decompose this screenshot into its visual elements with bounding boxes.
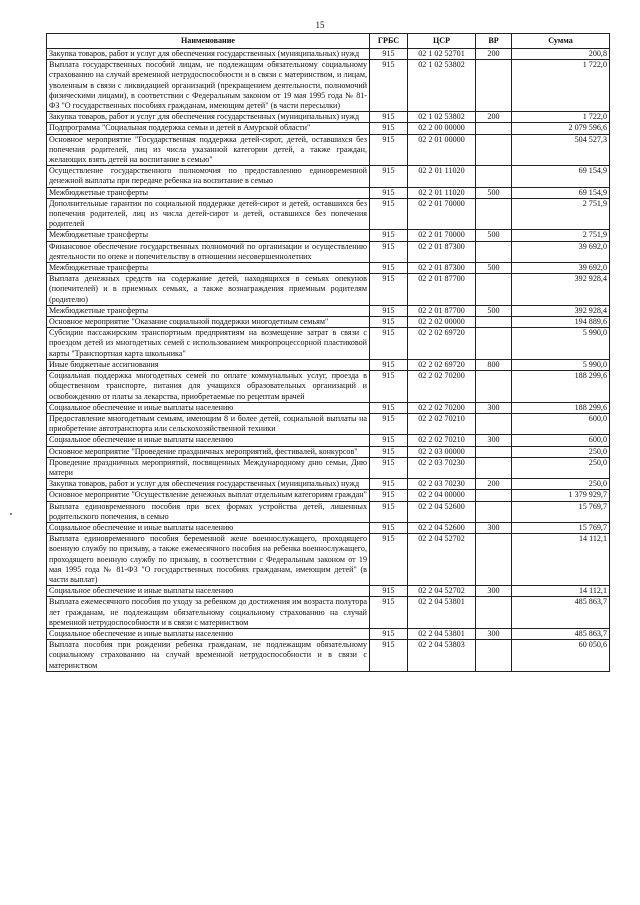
table-row <box>47 446 610 457</box>
cell-sum: 1 379 929,7 <box>512 490 610 501</box>
cell-grbs: 915 <box>370 317 408 328</box>
cell-csr: 02 2 02 70200 <box>408 371 476 403</box>
cell-sum: 600,0 <box>512 435 610 446</box>
scan-dot-mark <box>10 513 12 515</box>
cell-grbs: 915 <box>370 305 408 316</box>
cell-csr: 02 2 01 11020 <box>408 187 476 198</box>
cell-sum: 392 928,4 <box>512 274 610 306</box>
cell-vr: 300 <box>476 435 512 446</box>
cell-name: Выплата государственных пособий лицам, не подлежащим обязательному социальному страхованию на случай временной нетрудоспособности и в связи с материнством, и лицам, уволенным в связи с ликвидацией организаций (прекращением деятельности, полномочий физическими лицами), в соответствии с Федеральным законом от 19 мая 1995 года № 81-ФЗ "О государственных пособиях гражданам, имеющим детей" (в части пересылки) <box>47 60 370 112</box>
cell-name: Социальное обеспечение и иные выплаты населению <box>47 522 370 533</box>
cell-sum: 39 692,0 <box>512 241 610 262</box>
cell-grbs: 915 <box>370 263 408 274</box>
table-row <box>47 435 610 446</box>
cell-name: Основное мероприятие "Осуществление денежных выплат отдельным категориям граждан" <box>47 490 370 501</box>
cell-grbs: 915 <box>370 402 408 413</box>
cell-csr: 02 2 02 70210 <box>408 435 476 446</box>
cell-sum: 200,8 <box>512 49 610 60</box>
cell-csr: 02 1 02 53802 <box>408 60 476 112</box>
table-row <box>47 328 610 360</box>
cell-vr <box>476 274 512 306</box>
cell-name: Проведение праздничных мероприятий, посвященных Международному дню семьи, Дню матери <box>47 457 370 478</box>
cell-csr: 02 2 00 00000 <box>408 123 476 134</box>
cell-csr: 02 2 02 70210 <box>408 413 476 434</box>
cell-vr <box>476 198 512 230</box>
table-row <box>47 359 610 370</box>
cell-csr: 02 2 04 00000 <box>408 490 476 501</box>
table-header-row <box>47 34 610 49</box>
table-row <box>47 112 610 123</box>
cell-name: Осуществление государственного полномочия по предоставлению единовременной денежной выплаты при передаче ребенка на воспитание в семью <box>47 166 370 187</box>
cell-name: Закупка товаров, работ и услуг для обеспечения государственных (муниципальных) нужд <box>47 49 370 60</box>
cell-csr: 02 2 03 70230 <box>408 479 476 490</box>
cell-vr: 200 <box>476 49 512 60</box>
cell-csr: 02 2 04 53803 <box>408 640 476 672</box>
cell-sum: 250,0 <box>512 457 610 478</box>
table-row <box>47 501 610 522</box>
cell-vr <box>476 413 512 434</box>
cell-csr: 02 2 04 53801 <box>408 597 476 629</box>
page-number: 15 <box>315 20 325 30</box>
cell-csr: 02 2 01 87700 <box>408 305 476 316</box>
cell-grbs: 915 <box>370 328 408 360</box>
cell-sum: 485 863,7 <box>512 597 610 629</box>
cell-sum: 1 722,0 <box>512 112 610 123</box>
column-header-csr: ЦСР <box>408 34 476 49</box>
table-row <box>47 457 610 478</box>
cell-sum: 15 769,7 <box>512 522 610 533</box>
cell-name: Закупка товаров, работ и услуг для обеспечения государственных (муниципальных) нужд <box>47 479 370 490</box>
cell-vr: 500 <box>476 263 512 274</box>
cell-sum: 39 692,0 <box>512 263 610 274</box>
cell-csr: 02 2 02 00000 <box>408 317 476 328</box>
cell-grbs: 915 <box>370 628 408 639</box>
cell-vr <box>476 134 512 166</box>
cell-vr <box>476 446 512 457</box>
table-row <box>47 597 610 629</box>
cell-csr: 02 2 01 87700 <box>408 274 476 306</box>
cell-grbs: 915 <box>370 123 408 134</box>
table-row <box>47 187 610 198</box>
cell-vr <box>476 490 512 501</box>
table-row <box>47 305 610 316</box>
cell-grbs: 915 <box>370 230 408 241</box>
cell-grbs: 915 <box>370 166 408 187</box>
cell-csr: 02 2 01 11020 <box>408 166 476 187</box>
cell-csr: 02 2 01 87300 <box>408 263 476 274</box>
cell-name: Выплата денежных средств на содержание детей, находящихся в семьях опекунов (попечителей) и в приемных семьях, а также вознаграждения приемным родителям (родителю) <box>47 274 370 306</box>
cell-grbs: 915 <box>370 479 408 490</box>
cell-sum: 392 928,4 <box>512 305 610 316</box>
cell-grbs: 915 <box>370 457 408 478</box>
table-row <box>47 134 610 166</box>
cell-sum: 2 751,9 <box>512 198 610 230</box>
cell-sum: 5 990,0 <box>512 328 610 360</box>
cell-grbs: 915 <box>370 359 408 370</box>
cell-grbs: 915 <box>370 640 408 672</box>
cell-name: Социальное обеспечение и иные выплаты населению <box>47 586 370 597</box>
cell-csr: 02 2 04 52600 <box>408 522 476 533</box>
cell-grbs: 915 <box>370 187 408 198</box>
column-header-vr: ВР <box>476 34 512 49</box>
table-row <box>47 230 610 241</box>
cell-csr: 02 1 02 53802 <box>408 112 476 123</box>
cell-sum: 250,0 <box>512 479 610 490</box>
table-row <box>47 263 610 274</box>
cell-sum: 5 990,0 <box>512 359 610 370</box>
cell-csr: 02 2 01 87300 <box>408 241 476 262</box>
table-row <box>47 640 610 672</box>
cell-vr <box>476 241 512 262</box>
cell-sum: 69 154,9 <box>512 187 610 198</box>
cell-name: Межбюджетные трансферты <box>47 263 370 274</box>
cell-name: Выплата ежемесячного пособия по уходу за ребенком до достижения им возраста полутора лет гражданам, не подлежащим обязательному социальному страхованию на случай временной нетрудоспособности и в связи с материнством <box>47 597 370 629</box>
cell-vr: 300 <box>476 402 512 413</box>
cell-name: Социальное обеспечение и иные выплаты населению <box>47 435 370 446</box>
cell-sum: 194 889,6 <box>512 317 610 328</box>
cell-grbs: 915 <box>370 446 408 457</box>
cell-csr: 02 2 02 69720 <box>408 328 476 360</box>
cell-grbs: 915 <box>370 241 408 262</box>
table-row <box>47 274 610 306</box>
cell-grbs: 915 <box>370 49 408 60</box>
cell-grbs: 915 <box>370 112 408 123</box>
table-row <box>47 479 610 490</box>
cell-csr: 02 2 04 52702 <box>408 586 476 597</box>
cell-sum: 60 050,6 <box>512 640 610 672</box>
cell-grbs: 915 <box>370 597 408 629</box>
cell-grbs: 915 <box>370 435 408 446</box>
cell-name: Социальное обеспечение и иные выплаты населению <box>47 402 370 413</box>
table-row <box>47 413 610 434</box>
cell-csr: 02 2 01 70000 <box>408 198 476 230</box>
cell-grbs: 915 <box>370 274 408 306</box>
cell-csr: 02 2 04 53801 <box>408 628 476 639</box>
table-row <box>47 241 610 262</box>
cell-csr: 02 2 02 69720 <box>408 359 476 370</box>
cell-grbs: 915 <box>370 522 408 533</box>
cell-vr <box>476 501 512 522</box>
table-row <box>47 198 610 230</box>
cell-sum: 188 299,6 <box>512 371 610 403</box>
cell-name: Финансовое обеспечение государственных полномочий по организации и осуществлению деятельности по опеке и попечительству в отношении несовершеннолетних <box>47 241 370 262</box>
cell-sum: 15 769,7 <box>512 501 610 522</box>
cell-name: Межбюджетные трансферты <box>47 305 370 316</box>
cell-vr <box>476 597 512 629</box>
cell-vr: 800 <box>476 359 512 370</box>
cell-vr <box>476 317 512 328</box>
cell-sum: 14 112,1 <box>512 534 610 586</box>
cell-grbs: 915 <box>370 586 408 597</box>
cell-sum: 2 751,9 <box>512 230 610 241</box>
cell-name: Межбюджетные трансферты <box>47 230 370 241</box>
cell-vr: 200 <box>476 112 512 123</box>
cell-name: Подпрограмма "Социальная поддержка семьи и детей в Амурской области" <box>47 123 370 134</box>
table-row <box>47 586 610 597</box>
cell-name: Социальная поддержка многодетных семей по оплате коммунальных услуг, проезда в общественном транспорте, питания для учащихся образовательных организаций и освобождению от платы за лекарства, приобретаемые по рецептам врачей <box>47 371 370 403</box>
cell-vr: 200 <box>476 479 512 490</box>
cell-vr <box>476 166 512 187</box>
table-row <box>47 60 610 112</box>
cell-csr: 02 2 03 00000 <box>408 446 476 457</box>
table-row <box>47 123 610 134</box>
cell-name: Основное мероприятие "Государственная поддержка детей-сирот, детей, оставшихся без попечения родителей, лиц из числа указанной категории детей, а также граждан, желающих взять детей на воспитание в семью" <box>47 134 370 166</box>
cell-csr: 02 2 03 70230 <box>408 457 476 478</box>
cell-vr <box>476 640 512 672</box>
cell-csr: 02 2 04 52600 <box>408 501 476 522</box>
cell-sum: 485 863,7 <box>512 628 610 639</box>
cell-grbs: 915 <box>370 60 408 112</box>
cell-name: Социальное обеспечение и иные выплаты населению <box>47 628 370 639</box>
table-row <box>47 371 610 403</box>
cell-csr: 02 1 02 52701 <box>408 49 476 60</box>
cell-name: Выплата единовременного пособия при всех формах устройства детей, лишенных родительского попечения, в семью <box>47 501 370 522</box>
cell-sum: 250,0 <box>512 446 610 457</box>
column-header-sum: Сумма <box>512 34 610 49</box>
cell-name: Закупка товаров, работ и услуг для обеспечения государственных (муниципальных) нужд <box>47 112 370 123</box>
table-row <box>47 49 610 60</box>
cell-vr <box>476 328 512 360</box>
cell-csr: 02 2 02 70200 <box>408 402 476 413</box>
cell-vr <box>476 534 512 586</box>
cell-vr: 500 <box>476 230 512 241</box>
table-row <box>47 522 610 533</box>
cell-name: Межбюджетные трансферты <box>47 187 370 198</box>
table-row <box>47 490 610 501</box>
budget-table <box>46 33 610 672</box>
cell-sum: 2 079 596,6 <box>512 123 610 134</box>
cell-name: Иные бюджетные ассигнования <box>47 359 370 370</box>
cell-vr: 500 <box>476 187 512 198</box>
cell-vr <box>476 60 512 112</box>
cell-vr <box>476 457 512 478</box>
cell-sum: 600,0 <box>512 413 610 434</box>
cell-name: Дополнительные гарантии по социальной поддержке детей-сирот и детей, оставшихся без попечения родителей, лиц из числа детей-сирот и детей, оставшихся без попечения родителей <box>47 198 370 230</box>
cell-grbs: 915 <box>370 134 408 166</box>
cell-name: Выплата пособия при рождении ребенка гражданам, не подлежащим обязательному социальному страхованию на случай временной нетрудоспособности и в связи с материнством <box>47 640 370 672</box>
table-body <box>47 49 610 672</box>
cell-sum: 188 299,6 <box>512 402 610 413</box>
table-row <box>47 628 610 639</box>
cell-name: Предоставление многодетным семьям, имеющим 8 и более детей, социальной выплаты на приобретение автотранспорта или сельскохозяйственной техники <box>47 413 370 434</box>
cell-sum: 69 154,9 <box>512 166 610 187</box>
table-row <box>47 166 610 187</box>
cell-sum: 14 112,1 <box>512 586 610 597</box>
cell-name: Выплата единовременного пособия беременной жене военнослужащего, проходящего военную службу по призыву, а также ежемесячного пособия на ребенка военнослужащего, проходящего военную службу по призыву, в соответствии с Федеральным законом от 19 мая 1995 года № 81-ФЗ "О государственных пособиях гражданам, имеющим детей" (в части выплат) <box>47 534 370 586</box>
cell-csr: 02 2 01 70000 <box>408 230 476 241</box>
column-header-grbs: ГРБС <box>370 34 408 49</box>
cell-grbs: 915 <box>370 490 408 501</box>
cell-csr: 02 2 01 00000 <box>408 134 476 166</box>
cell-sum: 1 722,0 <box>512 60 610 112</box>
cell-sum: 504 527,3 <box>512 134 610 166</box>
cell-name: Основное мероприятие "Проведение праздничных мероприятий, фестивалей, конкурсов" <box>47 446 370 457</box>
cell-csr: 02 2 04 52702 <box>408 534 476 586</box>
cell-vr: 300 <box>476 628 512 639</box>
cell-name: Основное мероприятие "Оказание социальной поддержки многодетным семьям" <box>47 317 370 328</box>
table-row <box>47 317 610 328</box>
cell-grbs: 915 <box>370 534 408 586</box>
cell-grbs: 915 <box>370 501 408 522</box>
column-header-name: Наименование <box>47 34 370 49</box>
cell-grbs: 915 <box>370 198 408 230</box>
cell-vr <box>476 123 512 134</box>
table-row <box>47 402 610 413</box>
cell-vr: 300 <box>476 586 512 597</box>
cell-vr: 300 <box>476 522 512 533</box>
cell-vr <box>476 371 512 403</box>
cell-grbs: 915 <box>370 413 408 434</box>
cell-name: Субсидии пассажирским транспортным предприятиям на возмещение затрат в связи с проездом детей из многодетных семей с использованием микропроцессорной пластиковой карты "Транспортная карта школьника" <box>47 328 370 360</box>
table-row <box>47 534 610 586</box>
cell-grbs: 915 <box>370 371 408 403</box>
cell-vr: 500 <box>476 305 512 316</box>
